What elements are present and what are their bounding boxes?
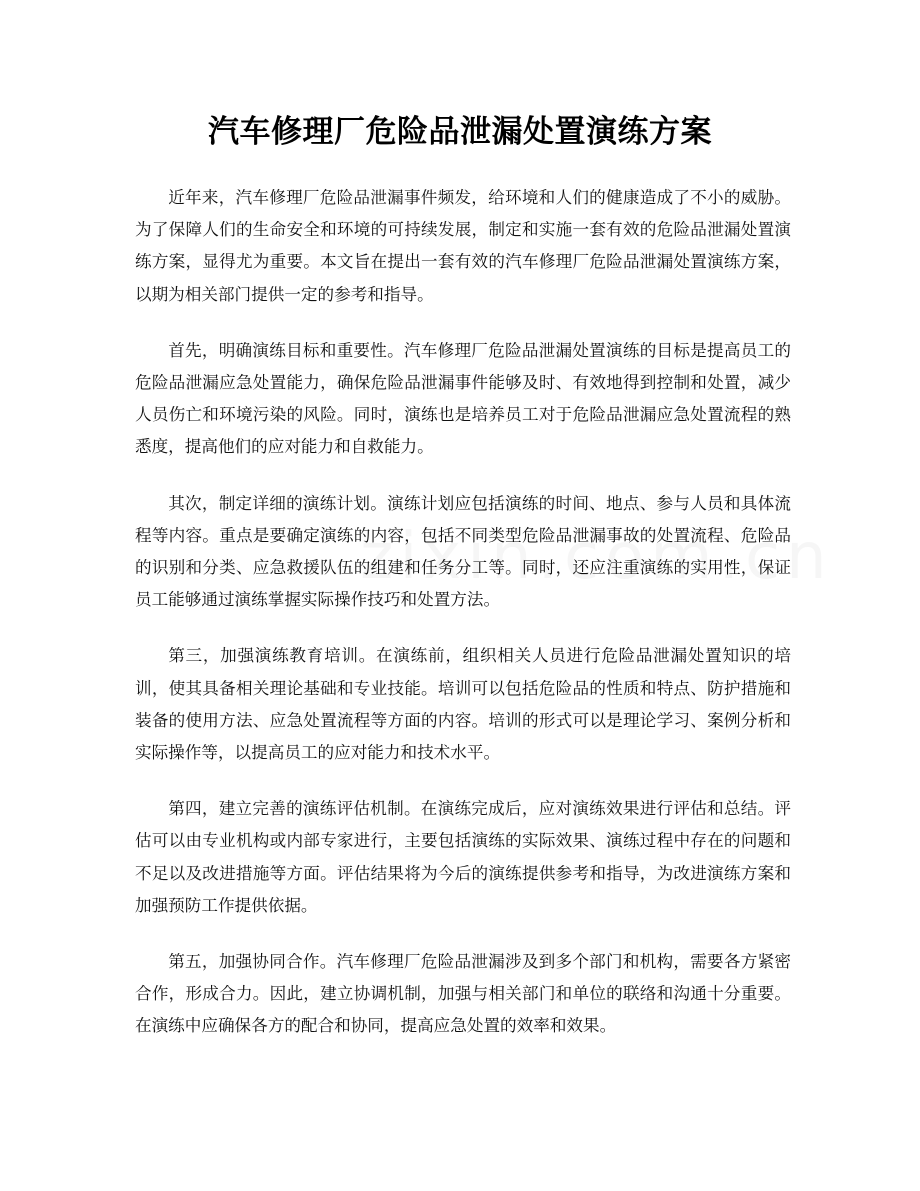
document-body <box>135 182 791 1067</box>
paragraph-intro: 近年来，汽车修理厂危险品泄漏事件频发，给环境和人们的健康造成了不小的威胁。为了保障人们的生命安全和环境的可持续发展，制定和实施一套有效的危险品泄漏处置演练方案，显得尤为重要。本文旨在提出一套有效的汽车修理厂危险品泄漏处置演练方案，以期为相关部门提供一定的参考和指导。 <box>135 188 791 304</box>
document-title: 汽车修理厂危险品泄漏处置演练方案 <box>208 114 712 150</box>
paragraph-evaluation: 第四，建立完善的演练评估机制。在演练完成后，应对演练效果进行评估和总结。评估可以由专业机构或内部专家进行，主要包括演练的实际效果、演练过程中存在的问题和不足以及改进措施等方面。评估结果将为今后的演练提供参考和指导，为改进演练方案和加强预防工作提供依据。 <box>135 799 791 915</box>
paragraph-cooperation: 第五，加强协同合作。汽车修理厂危险品泄漏涉及到多个部门和机构，需要各方紧密合作，形成合力。因此，建立协调机制，加强与相关部门和单位的联络和沟通十分重要。在演练中应确保各方的配合和协同，提高应急处置的效率和效果。 <box>135 952 791 1036</box>
paragraph-goals: 首先，明确演练目标和重要性。汽车修理厂危险品泄漏处置演练的目标是提高员工的危险品泄漏应急处置能力，确保危险品泄漏事件能够及时、有效地得到控制和处置，减少人员伤亡和环境污染的风险。同时，演练也是培养员工对于危险品泄漏应急处置流程的熟悉度，提高他们的应对能力和自救能力。 <box>135 340 791 457</box>
paragraph-plan: 其次，制定详细的演练计划。演练计划应包括演练的时间、地点、参与人员和具体流程等内容。重点是要确定演练的内容，包括不同类型危险品泄漏事故的处置流程、危险品的识别和分类、应急救援队伍的组建和任务分工等。同时，还应注重演练的实用性，保证员工能够通过演练掌握实际操作技巧和处置方法。 <box>135 493 791 610</box>
paragraph-training: 第三，加强演练教育培训。在演练前，组织相关人员进行危险品泄漏处置知识的培训，使其具备相关理论基础和专业技能。培训可以包括危险品的性质和特点、防护措施和装备的使用方法、应急处置流程等方面的内容。培训的形式可以是理论学习、案例分析和实际操作等，以提高员工的应对能力和技术水平。 <box>135 646 791 763</box>
